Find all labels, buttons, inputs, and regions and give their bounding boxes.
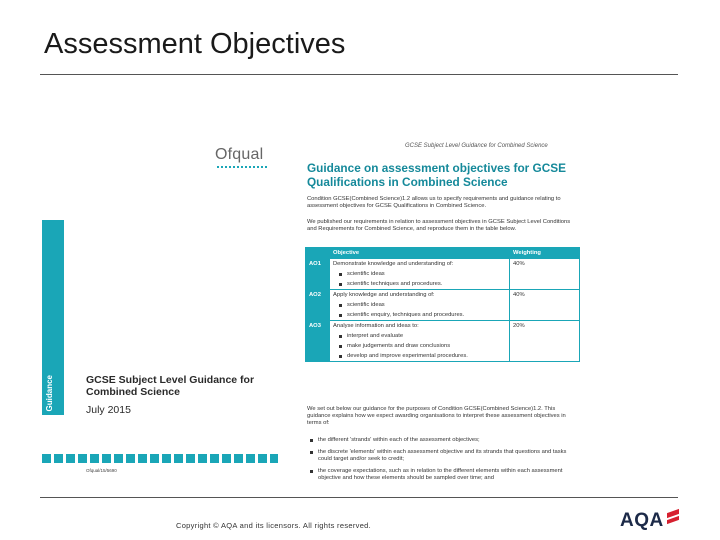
cover-title: GCSE Subject Level Guidance for Combined Science [86, 374, 255, 398]
list-item: the different 'strands' within each of the assessment objectives; [308, 437, 570, 444]
ao-bullet: scientific techniques and procedures. [339, 281, 506, 287]
slide-title: Assessment Objectives [44, 28, 346, 60]
ao-bullet-list [333, 302, 506, 318]
ao-bullet: scientific ideas [339, 302, 506, 308]
ao-objective-cell [330, 321, 510, 362]
list-item: the coverage expectations, such as in relation to the different elements within each assessment objective and how these elements should be sampled over time; and [308, 468, 570, 482]
assessment-objectives-table [305, 247, 580, 362]
cover-bottom-bar [42, 454, 278, 463]
document-cover [42, 120, 286, 492]
ao-code: AO2 [306, 290, 330, 321]
ofqual-logo-underline [217, 166, 269, 168]
page-paragraph-2: We published our requirements in relation to assessment objectives in GCSE Subject Level Conditions and Requirements for Combined Science, and reproduce them in the table below. [307, 219, 571, 232]
aqa-logo-text: AQA [620, 510, 664, 531]
page-running-header: GCSE Subject Level Guidance for Combined Science [405, 143, 548, 149]
ao-objective-text: Apply knowledge and understanding of: [333, 292, 435, 298]
table-row [306, 290, 580, 321]
ao-weighting: 40% [510, 259, 580, 290]
ao-objective-cell [330, 259, 510, 290]
ofqual-logo: Ofqual [215, 146, 264, 163]
ao-bullet-list [333, 271, 506, 287]
table-row [306, 321, 580, 362]
page-heading: Guidance on assessment objectives for GCSE Qualifications in Combined Science [307, 161, 566, 189]
ao-bullet: make judgements and draw conclusions [339, 343, 506, 349]
ao-bullet-list [333, 333, 506, 359]
ao-objective-text: Demonstrate knowledge and understanding of: [333, 261, 454, 267]
table-row [306, 259, 580, 290]
ao-bullet: scientific ideas [339, 271, 506, 277]
table-header-code [306, 248, 330, 259]
aqa-logo-mark-icon [667, 511, 679, 523]
table-header-row [306, 248, 580, 259]
title-divider [40, 74, 678, 75]
table-header-objective: Objective [330, 248, 510, 259]
cover-strip-label: Guidance [45, 375, 54, 412]
guidance-list [308, 437, 570, 487]
page-paragraph-1: Condition GCSE(Combined Science)1.2 allows us to specify requirements and guidance relating to assessment objectives for GCSE Qualifications in Combined Science. [307, 196, 561, 209]
cover-side-strip [42, 220, 64, 415]
ao-weighting: 40% [510, 290, 580, 321]
ao-objective-cell [330, 290, 510, 321]
ao-objective-text: Analyse information and ideas to: [333, 323, 419, 329]
ao-weighting: 20% [510, 321, 580, 362]
cover-reference: Ofqual/15/5690 [86, 468, 117, 473]
document-page [300, 134, 582, 494]
page-paragraph-3: We set out below our guidance for the purposes of Condition GCSE(Combined Science)1.2. This guidance explains how we expect awarding organisations to interpret these assessment objectives in terms of: [307, 406, 566, 426]
copyright-notice: Copyright © AQA and its licensors. All rights reserved. [176, 521, 372, 530]
cover-date: July 2015 [86, 404, 131, 416]
ao-bullet: scientific enquiry, techniques and procedures. [339, 312, 506, 318]
ao-code: AO3 [306, 321, 330, 362]
ao-bullet: interpret and evaluate [339, 333, 506, 339]
aqa-logo [620, 510, 679, 532]
ao-code: AO1 [306, 259, 330, 290]
list-item: the discrete 'elements' within each assessment objective and its strands that questions and tasks could target and/or seek to credit; [308, 449, 570, 463]
ao-bullet: develop and improve experimental procedures. [339, 353, 506, 359]
table-header-weighting: Weighting [510, 248, 580, 259]
footer-divider [40, 497, 678, 498]
